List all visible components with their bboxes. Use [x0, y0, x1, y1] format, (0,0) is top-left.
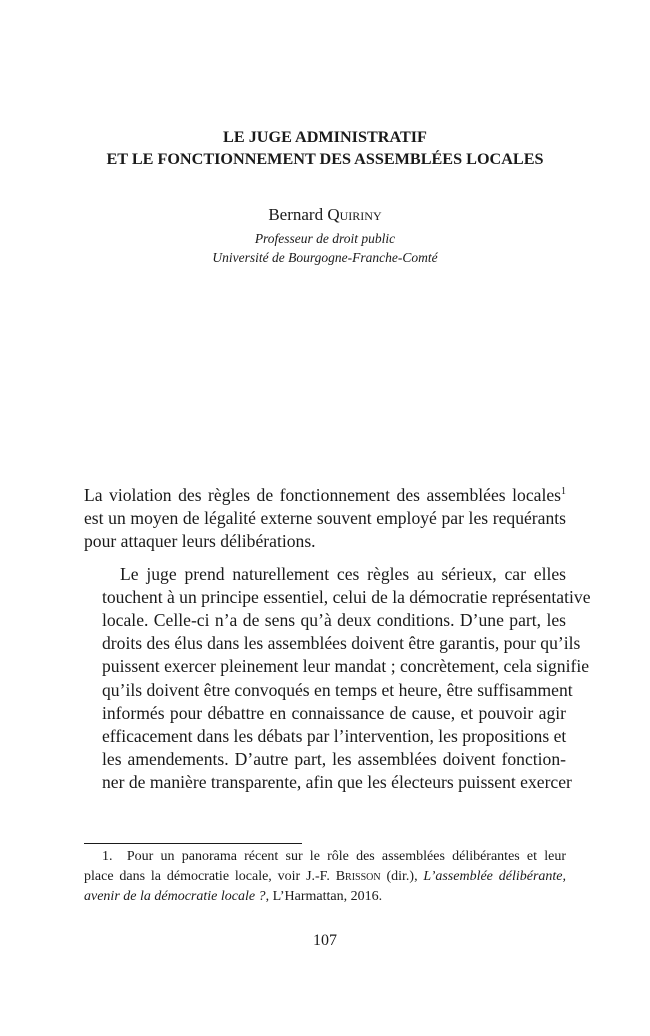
text-line: touchent à un principe essentiel, celui de la démocratie représentative [102, 586, 591, 607]
text-line: informés pour débattre en connaissance de cause, et pouvoir agir [102, 702, 566, 723]
text-line: droits des élus dans les assemblées doivent être garantis, pour qu’ils [102, 633, 581, 654]
title-line-2: ET LE FONCTIONNEMENT DES ASSEMBLÉES LOCALES [106, 150, 544, 168]
footnote-text: Pour un panorama récent sur le rôle des assemblées délibérantes et leur [126, 849, 566, 864]
text-line: qu’ils doivent être convoqués en temps et heure, être suffisamment [102, 679, 573, 700]
text-line: ner de manière transparente, afin que les électeurs puissent exercer [102, 772, 572, 793]
chapter-title [84, 126, 566, 170]
footnote-number: 1. [102, 849, 113, 864]
affiliation-university: Université de Bourgogne-Franche-Comté [212, 250, 438, 265]
footnote-line [84, 867, 566, 887]
paragraph-1 [84, 484, 566, 554]
text-line: efficacement dans les débats par l’intervention, les propositions et [102, 726, 567, 747]
text-line: locale. Celle-ci n’a de sens qu’à deux conditions. D’une part, les [102, 610, 566, 631]
author-first-name: Bernard [268, 205, 328, 224]
footnote-1 [84, 847, 566, 907]
author-last-name: Quiriny [327, 205, 382, 224]
text-line: les amendements. D’autre part, les assemblées doivent fonction- [102, 749, 566, 770]
text-line-content: La violation des règles de fonctionnement des assemblées locales [84, 485, 561, 505]
author-name [84, 205, 566, 225]
text-line: Le juge prend naturellement ces règles au sérieux, car elles [120, 563, 566, 584]
footnote-text: , L’Harmattan, 2016. [265, 889, 383, 904]
page-number: 107 [313, 932, 337, 949]
text-line [84, 484, 566, 507]
footnote-line [84, 887, 566, 907]
cited-title: L’assemblée délibérante, [423, 869, 566, 884]
affiliation-position: Professeur de droit public [254, 231, 396, 246]
cited-author: Brisson [335, 869, 381, 884]
cited-title: avenir de la démocratie locale ? [84, 889, 266, 904]
footnote-ref-1[interactable]: 1 [561, 486, 566, 497]
footnote-line [84, 847, 566, 867]
footnote-text: place dans la démocratie locale, voir J.-F. [84, 869, 336, 884]
footnote-separator [84, 843, 302, 844]
paragraph-2 [84, 563, 591, 795]
title-line-1: LE JUGE ADMINISTRATIF [223, 128, 427, 146]
footnote-text: (dir.), [380, 869, 424, 884]
text-line: puissent exercer pleinement leur mandat ; concrètement, cela signifie [102, 656, 590, 677]
body-text [84, 484, 591, 795]
text-line: pour attaquer leurs délibérations. [84, 531, 316, 552]
text-line: est un moyen de légalité externe souvent employé par les requérants [84, 508, 566, 529]
author-affiliation [84, 229, 566, 267]
